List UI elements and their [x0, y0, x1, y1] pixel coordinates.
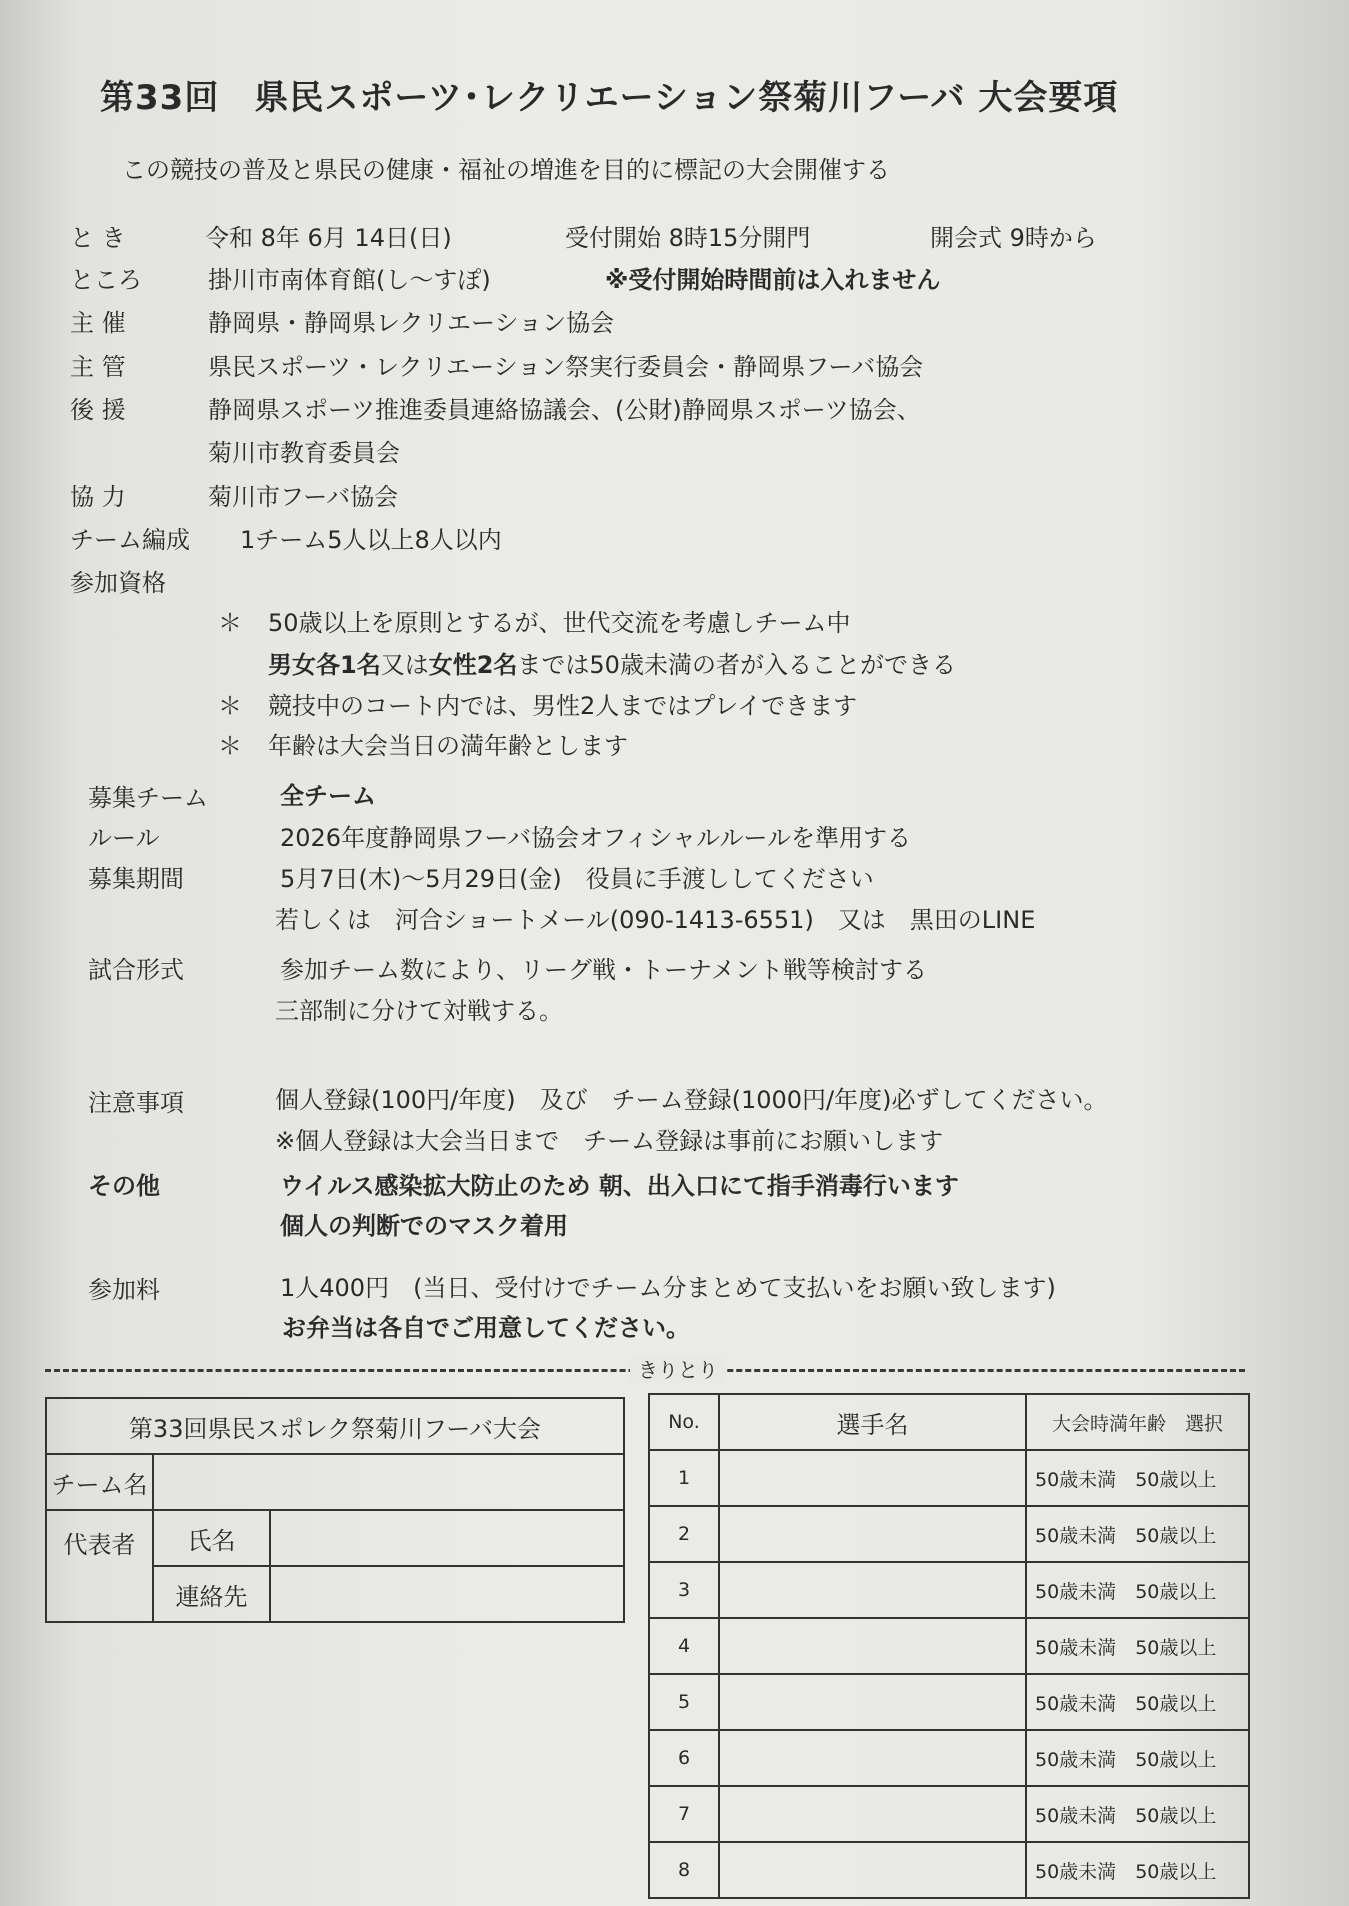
team-value: 1チーム5人以上8人以内: [240, 526, 502, 554]
tokoro-venue: 掛川市南体育館(し～すぽ): [208, 266, 491, 294]
format-line2: 三部制に分けて対戦する。: [275, 997, 563, 1025]
player-no: 4: [649, 1618, 719, 1674]
koen-line2: 菊川市教育委員会: [208, 439, 400, 467]
player-no: 6: [649, 1730, 719, 1786]
qualification-rest: までは50歳未満の者が入ることができる: [517, 651, 956, 679]
player-name-field[interactable]: [719, 1786, 1026, 1842]
shukan-label: 主 管: [70, 353, 126, 381]
opt-under[interactable]: 50歳未満: [1035, 1524, 1117, 1547]
bullet-3: ＊: [218, 732, 242, 760]
notes-line1: 個人登録(100円/年度) 及び チーム登録(1000円/年度)必ずしてください。: [275, 1086, 1108, 1114]
format-label: 試合形式: [88, 956, 184, 984]
opt-over[interactable]: 50歳以上: [1135, 1860, 1217, 1883]
tokoro-note: ※受付開始時間前は入れません: [605, 266, 941, 294]
rule-value: 2026年度静岡県フーバ協会オフィシャルルールを準用する: [280, 824, 911, 852]
toki-date: 令和 8年 6月 14日(日): [205, 224, 452, 252]
fee-line2: お弁当は各自でご用意してください。: [282, 1314, 690, 1342]
qualification-mid: 又は: [380, 651, 429, 679]
player-name-field[interactable]: [719, 1730, 1026, 1786]
opt-under[interactable]: 50歳未満: [1035, 1860, 1117, 1883]
player-no: 8: [649, 1842, 719, 1898]
players-table: [648, 1393, 1250, 1899]
bullet-1: ＊: [218, 609, 242, 637]
col-name-header: 選手名: [719, 1394, 1026, 1450]
rep-name-field[interactable]: [270, 1510, 624, 1566]
tokoro-label: ところ: [70, 266, 142, 294]
player-name-field[interactable]: [719, 1506, 1026, 1562]
col-no-header: No.: [649, 1394, 719, 1450]
team-name-field[interactable]: [153, 1454, 624, 1510]
player-name-field[interactable]: [719, 1674, 1026, 1730]
period-line2: 若しくは 河合ショートメール(090-1413-6551) 又は 黒田のLINE: [275, 906, 1036, 934]
team-label: チーム編成: [70, 526, 190, 554]
shukan-value: 県民スポーツ・レクリエーション祭実行委員会・静岡県フーバ協会: [208, 353, 924, 381]
opt-over[interactable]: 50歳以上: [1135, 1636, 1217, 1659]
other-label: その他: [88, 1172, 160, 1200]
player-row: [649, 1674, 1249, 1730]
toki-reception: 受付開始 8時15分開門: [565, 224, 811, 252]
qualification-item1-line1: 50歳以上を原則とするが、世代交流を考慮しチーム中: [268, 609, 851, 637]
player-no: 2: [649, 1506, 719, 1562]
team-form-table: [45, 1397, 625, 1623]
age-select[interactable]: [1026, 1674, 1249, 1730]
koen-label: 後 援: [70, 396, 126, 424]
opt-over[interactable]: 50歳以上: [1135, 1580, 1217, 1603]
notes-label: 注意事項: [88, 1089, 184, 1117]
notes-line2: ※個人登録は大会当日まで チーム登録は事前にお願いします: [275, 1127, 944, 1155]
opt-over[interactable]: 50歳以上: [1135, 1748, 1217, 1771]
kyoryoku-label: 協 力: [70, 483, 126, 511]
player-row: [649, 1730, 1249, 1786]
player-name-field[interactable]: [719, 1562, 1026, 1618]
rep-name-label: 氏名: [153, 1510, 270, 1566]
qualification-bold-2: 女性2名: [428, 651, 518, 679]
player-name-field[interactable]: [719, 1618, 1026, 1674]
rep-contact-label: 連絡先: [153, 1566, 270, 1622]
recruit-label: 募集チーム: [88, 784, 208, 812]
age-select[interactable]: [1026, 1450, 1249, 1506]
player-row: [649, 1786, 1249, 1842]
age-select[interactable]: [1026, 1562, 1249, 1618]
qualification-bold-1: 男女各1名: [268, 651, 381, 679]
shusai-label: 主 催: [70, 309, 126, 337]
koen-line1: 静岡県スポーツ推進委員連絡協議会、(公財)静岡県スポーツ協会、: [208, 396, 921, 424]
cut-label: きりとり: [630, 1354, 726, 1383]
qualification-label: 参加資格: [70, 569, 166, 597]
opt-over[interactable]: 50歳以上: [1135, 1468, 1217, 1491]
recruit-value: 全チーム: [280, 782, 376, 810]
age-select[interactable]: [1026, 1506, 1249, 1562]
player-no: 5: [649, 1674, 719, 1730]
opt-over[interactable]: 50歳以上: [1135, 1692, 1217, 1715]
opt-under[interactable]: 50歳未満: [1035, 1636, 1117, 1659]
period-value: 5月7日(木)～5月29日(金) 役員に手渡ししてください: [280, 865, 874, 893]
age-select[interactable]: [1026, 1842, 1249, 1898]
page-title: 第33回 県民スポーツ･レクリエーション祭菊川フーバ 大会要項: [100, 78, 1119, 118]
opt-over[interactable]: 50歳以上: [1135, 1804, 1217, 1827]
player-name-field[interactable]: [719, 1842, 1026, 1898]
team-name-label: チーム名: [46, 1454, 153, 1510]
kyoryoku-value: 菊川市フーバ協会: [208, 483, 399, 511]
qualification-item1-line2: [268, 645, 956, 680]
player-row: [649, 1450, 1249, 1506]
other-line1: ウイルス感染拡大防止のため 朝、出入口にて指手消毒行います: [280, 1172, 959, 1200]
qualification-item2: 競技中のコート内では、男性2人まではプレイできます: [268, 692, 858, 720]
fee-line1: 1人400円 (当日、受付けでチーム分まとめて支払いをお願い致します): [280, 1274, 1056, 1302]
team-form-header: 第33回県民スポレク祭菊川フーバ大会: [46, 1398, 624, 1454]
period-label: 募集期間: [88, 865, 184, 893]
player-row: [649, 1618, 1249, 1674]
opt-under[interactable]: 50歳未満: [1035, 1468, 1117, 1491]
player-no: 7: [649, 1786, 719, 1842]
shusai-value: 静岡県・静岡県レクリエーション協会: [208, 309, 615, 337]
qualification-item3: 年齢は大会当日の満年齢とします: [268, 732, 628, 760]
player-no: 1: [649, 1450, 719, 1506]
age-select[interactable]: [1026, 1786, 1249, 1842]
toki-opening: 開会式 9時から: [930, 224, 1097, 252]
other-line2: 個人の判断でのマスク着用: [280, 1212, 568, 1240]
player-row: [649, 1842, 1249, 1898]
age-select[interactable]: [1026, 1730, 1249, 1786]
age-select[interactable]: [1026, 1618, 1249, 1674]
toki-label: と き: [70, 224, 126, 252]
fee-label: 参加料: [88, 1276, 160, 1304]
opt-over[interactable]: 50歳以上: [1135, 1524, 1217, 1547]
col-age-header: 大会時満年齢 選択: [1026, 1394, 1249, 1450]
representative-label: 代表者: [46, 1510, 153, 1622]
page-subtitle: この競技の普及と県民の健康・福祉の増進を目的に標記の大会開催する: [122, 156, 890, 184]
rule-label: ルール: [88, 824, 160, 852]
rep-contact-field[interactable]: [270, 1566, 624, 1622]
bullet-2: ＊: [218, 692, 242, 720]
format-line1: 参加チーム数により、リーグ戦・トーナメント戦等検討する: [280, 956, 928, 984]
opt-under[interactable]: 50歳未満: [1035, 1748, 1117, 1771]
player-row: [649, 1562, 1249, 1618]
player-name-field[interactable]: [719, 1450, 1026, 1506]
opt-under[interactable]: 50歳未満: [1035, 1804, 1117, 1827]
opt-under[interactable]: 50歳未満: [1035, 1580, 1117, 1603]
player-row: [649, 1506, 1249, 1562]
player-no: 3: [649, 1562, 719, 1618]
opt-under[interactable]: 50歳未満: [1035, 1692, 1117, 1715]
